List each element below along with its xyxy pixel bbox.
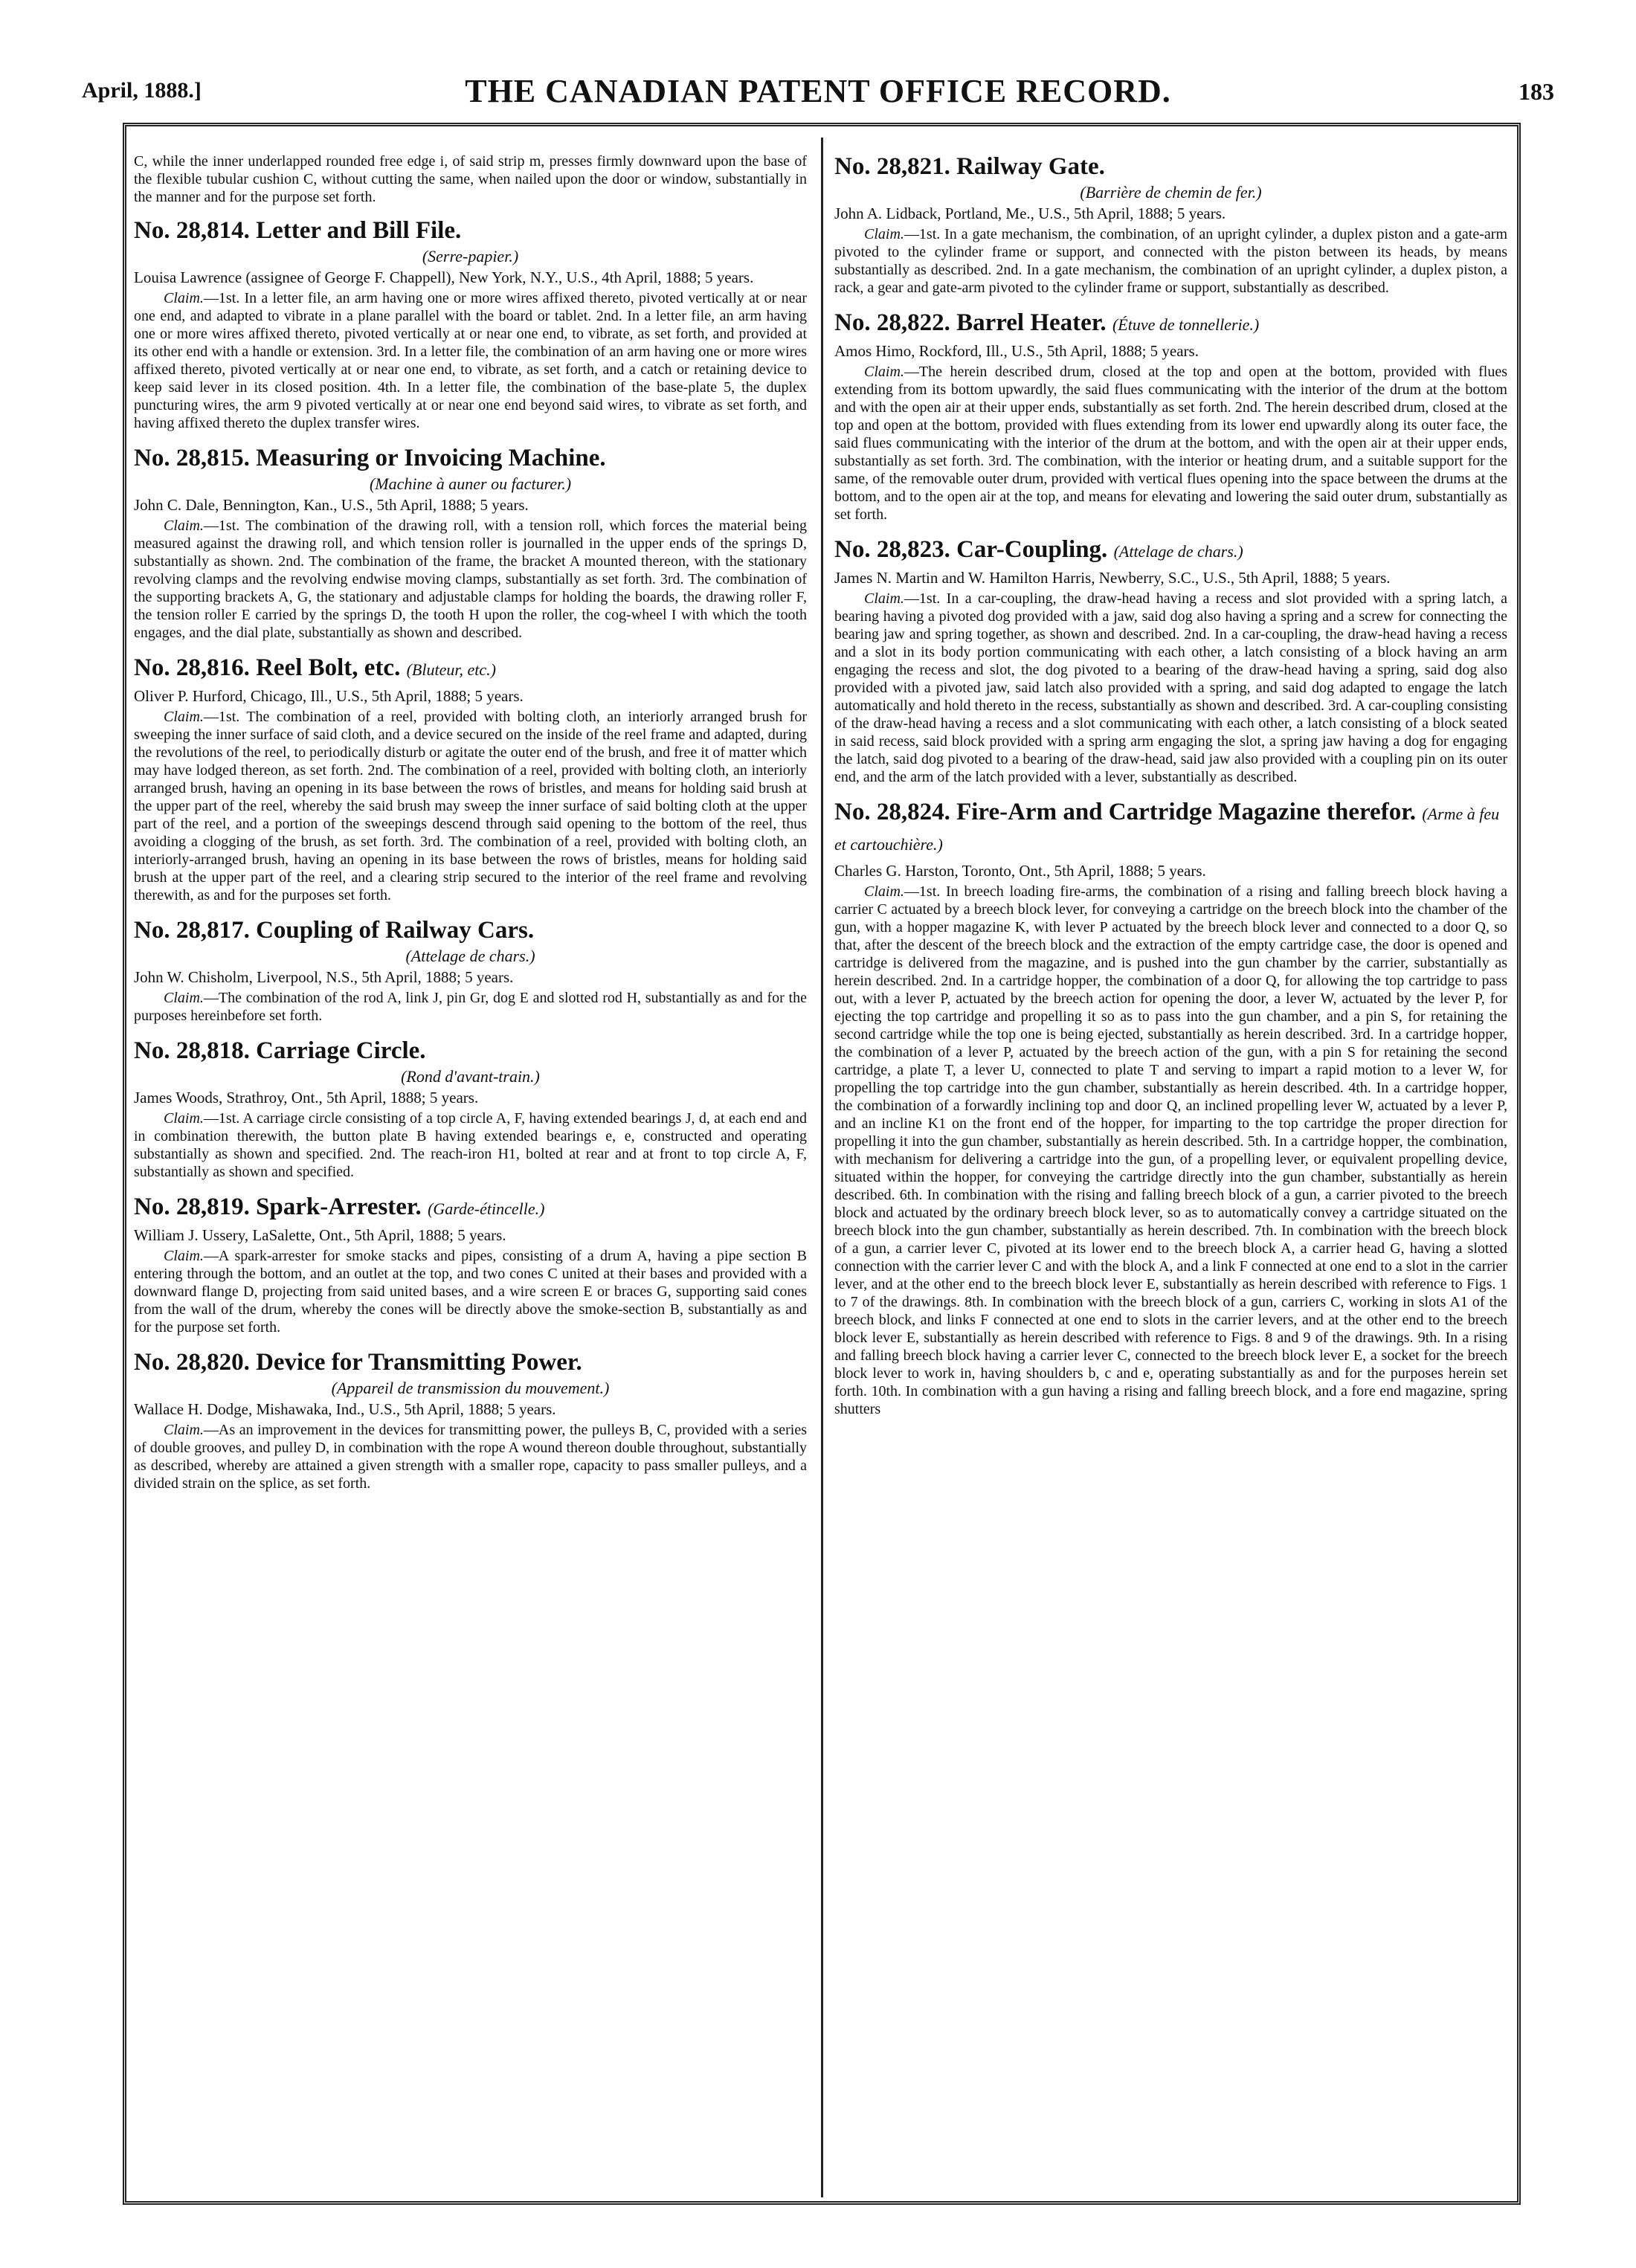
publication-title: THE CANADIAN PATENT OFFICE RECORD. — [465, 73, 1171, 109]
claim-body: —As an improvement in the devices for transmitting power, the pulleys B, C, provided with a series of double grooves, and pulley D, in combination with the rope A wound thereon double throughout, substantially as described, whereby are attained a given strength with a smaller rope, capacity to pass smaller pulleys, and a divided strain on the splice, as set forth. — [134, 1422, 807, 1492]
patent-title — [134, 654, 807, 684]
claim-text — [134, 1247, 807, 1336]
claim-body: —The combination of the rod A, link J, pin Gr, dog E and slotted rod H, substantially as and for the purposes hereinbefore set forth. — [134, 990, 807, 1024]
inventor-line: Louisa Lawrence (assignee of George F. Chappell), New York, N.Y., U.S., 4th April, 1888; 5 years. — [134, 268, 754, 286]
claim-label: Claim. — [164, 1248, 204, 1264]
inventor-line: John A. Lidback, Portland, Me., U.S., 5th April, 1888; 5 years. — [834, 204, 1226, 222]
inventor-line: James N. Martin and W. Hamilton Harris, Newberry, S.C., U.S., 5th April, 1888; 5 years. — [834, 569, 1391, 587]
patent-title: No. 28,817. Coupling of Railway Cars. — [134, 917, 535, 944]
french-title: (Arme à feu et cartouchière.) — [834, 805, 1500, 854]
page-number: 183 — [1519, 78, 1554, 105]
claim-label: Claim. — [164, 1110, 204, 1127]
claim-text — [834, 225, 1507, 297]
patent-entry-28822 — [834, 309, 1507, 523]
claim-label: Claim. — [164, 709, 204, 725]
patent-title-text: No. 28,819. Spark-Arrester. — [134, 1193, 422, 1220]
right-column — [834, 152, 1507, 2197]
claim-label: Claim. — [164, 518, 204, 534]
french-title: (Attelage de chars.) — [405, 947, 535, 965]
claim-label: Claim. — [164, 290, 204, 306]
running-head — [82, 71, 1554, 115]
inventor-line: James Woods, Strathroy, Ont., 5th April, 1888; 5 years. — [134, 1089, 479, 1106]
claim-text — [134, 1109, 807, 1181]
claim-body: —A spark-arrester for smoke stacks and pipes, consisting of a drum A, having a pipe section B entering through the bottom, and an outlet at the top, and two cones C united at their bases and provided with a downward flange D, projecting from said united bases, and a wire screen E or braces G, supporting said cones from the wall of the drum, whereby the cones will be directly above the smoke-section B, substantially as and for the purpose set forth. — [134, 1248, 807, 1336]
claim-body: —1st. A carriage circle consisting of a top circle A, F, having extended bearings J, d, at each end and in combination therewith, the button plate B having extended bearings e, e, constructed and operating substantially as shown and specified. 2nd. The reach-iron H1, bolted at rear and at front to top circle A, F, substantially as shown and specified. — [134, 1110, 807, 1180]
french-title: (Bluteur, etc.) — [406, 660, 496, 679]
claim-text — [834, 363, 1507, 523]
french-title: (Attelage de chars.) — [1113, 542, 1243, 561]
claim-body: —1st. In a letter file, an arm having one or more wires affixed thereto, pivoted vertically at or near one end, and adapted to vibrate in a plane parallel with the board or tablet. 2nd. In a letter file, an arm having one or more wires affixed thereto, pivoted vertically at or near one end, to vibrate, as set forth, and provided at its other end with a handle or extension. 3rd. In a letter file, the combination of an arm having one or more wires affixed thereto, pivoted vertically at or near one end, to vibrate, as set forth, and a catch or retaining device to keep said lever in its closed position. 4th. In a letter file, the combination of the base-plate 5, the duplex puncturing wires, the arm 9 pivoted vertically at or near one end beyond said wires, to vibrate as set forth, and having affixed thereto the duplex transfer wires. — [134, 290, 807, 431]
french-title: (Barrière de chemin de fer.) — [1080, 183, 1262, 202]
patent-title: No. 28,821. Railway Gate. — [834, 153, 1105, 180]
claim-body: —1st. In a car-coupling, the draw-head having a recess and slot provided with a spring latch, a bearing having a pivoted dog provided with a jaw, said dog also having a spring and a screw for connecting the bearing jaw and spring together, as shown and described. 2nd. In a car-coupling, the draw-head having a recess and a slot in its body portion communicating with each other, a latch consisting of a block having an arm engaging the recess and slot, the dog pivoted to a bearing of the draw-head having a spring, said dog also provided with a pivoted jaw, said latch also provided with a spring, and said dog adapted to engage the latch automatically and hold thereto in the recess, substantially as shown and described. 3rd. A car-coupling consisting of the draw-head having a recess and a slot communicating with each other, a latch consisting of a block seated in said recess, said block provided with a spring arm engaging the slot, a spring jaw having a dog for engaging the latch, said dog pivoted to a bearing of the draw-head, said jaw also provided with a coupling pin on its outer end, and the arm of the latch provided with a lever, substantially as described. — [834, 590, 1507, 785]
inventor-line: Charles G. Harston, Toronto, Ont., 5th April, 1888; 5 years. — [834, 862, 1206, 880]
patent-entry-28818 — [134, 1037, 807, 1181]
claim-body: —The herein described drum, closed at the top and open at the bottom, provided with flues extending from its bottom upwardly, the said flues communicating with the interior of the drum at the bottom and with the open air at their upper ends, substantially as set forth. 2nd. The herein described drum, closed at the top and open at the bottom, provided with flues extending from its lower end upwardly along its outer face, the said flues communicating with the interior of the drum at the bottom, and with the open air at their upper ends, substantially as set forth. 3rd. The combination, with the interior or heating drum, and a suitable support for the same, of the removable outer drum, provided with vertical flues opening into the space between the drums at the bottom, and to the open air at the top, and means for elevating and lowering the said outer drum, substantially as set forth. — [834, 364, 1507, 523]
patent-title — [134, 1193, 807, 1223]
claim-label: Claim. — [864, 364, 904, 380]
patent-entry-28823 — [834, 535, 1507, 786]
patent-entry-28817 — [134, 916, 807, 1025]
patent-title-text: No. 28,822. Barrel Heater. — [834, 309, 1107, 336]
claim-label: Claim. — [864, 226, 904, 242]
left-column — [134, 152, 807, 2197]
claim-text — [834, 590, 1507, 786]
patent-entry-28824 — [834, 798, 1507, 1418]
inventor-line: William J. Ussery, LaSalette, Ont., 5th April, 1888; 5 years. — [134, 1226, 506, 1244]
inventor-line: Oliver P. Hurford, Chicago, Ill., U.S., 5th April, 1888; 5 years. — [134, 687, 524, 705]
inventor-line: John W. Chisholm, Liverpool, N.S., 5th April, 1888; 5 years. — [134, 968, 514, 986]
patent-entry-28819 — [134, 1193, 807, 1336]
french-title: (Machine à auner ou facturer.) — [369, 474, 572, 493]
inventor-line: Wallace H. Dodge, Mishawaka, Ind., U.S., 5th April, 1888; 5 years. — [134, 1400, 556, 1418]
claim-text — [134, 989, 807, 1025]
patent-title-text: No. 28,824. Fire-Arm and Cartridge Magazine therefor. — [834, 799, 1417, 825]
claim-text — [134, 708, 807, 904]
patent-title — [834, 798, 1507, 859]
patent-entry-28815 — [134, 444, 807, 642]
claim-label: Claim. — [864, 590, 904, 607]
claim-text — [834, 883, 1507, 1418]
patent-title: No. 28,814. Letter and Bill File. — [134, 217, 462, 244]
patent-title-text: No. 28,816. Reel Bolt, etc. — [134, 654, 401, 681]
patent-title: No. 28,815. Measuring or Invoicing Machine. — [134, 445, 606, 471]
claim-body: —1st. In breech loading fire-arms, the combination of a rising and falling breech block having a carrier C actuated by a breech block lever, for conveying a cartridge on the breech block into the chamber of the gun, with a hopper magazine K, with lever P actuated by the breech block lever and connected to a door Q, so that, after the descent of the breech block and the extraction of the empty cartridge case, the door is opened and cartridge is delivered from the magazine, and is pushed into the gun chamber by the carrier, substantially as herein described. 2nd. In a cartridge hopper, the combination of a door Q, for allowing the top cartridge to pass out, with a lever P, actuated by the breech action for opening the door, a lever W, actuated by the lever P, for ejecting the top cartridge and propelling it so as to pass into the gun chamber, and a pin S, for retaining the second cartridge while the top one is being ejected, substantially as herein described. 3rd. In a cartridge hopper, the combination of a lever P, actuated by the breech action of the gun, with a pin S for retaining the second cartridge, a plate T, a lever U, connected to plate T and serving to impart a rapid motion to a lever W, for propelling the top cartridge into the gun chamber, substantially as herein described. 4th. In a cartridge hopper, the combination of a forwardly inclining top and door Q, an inclined propelling lever W, actuated by a lever P, and an incline K1 on the front end of the hopper, for imparting to the top cartridge the proper direction for propelling it into the gun chamber, substantially as herein described. 5th. In a cartridge hopper, the combination, with mechanism for delivering a cartridge into the gun, of a propelling lever, or equivalent propelling device, situated within the hopper, for conveying the cartridge directly into the gun chamber, substantially as herein described. 6th. In combination with the rising and falling breech block of a gun, a carrier pivoted to the breech block and actuated by the ordinary breech block lever, so as to automatically convey a cartridge situated on the breech block into the gun chamber, substantially as herein described. 7th. In combination with the breech block of a gun, a carrier lever C, pivoted at its lower end to the breech block A, a carrier head G, having a slotted connection with the carrier lever C and with the block A, and a link F connected at one end to a slot in the carrier lever, and at the other end to the breech block lever E, substantially as herein described with reference to Figs. 1 to 7 of the drawings. 8th. In combination with the breech block of a gun, carriers C, working in slots A1 of the breech block, and links F connected at one end to slots in the carrier levers, and at the other end to the breech block lever E, substantially as herein described with reference to Figs. 8 and 9 of the drawings. 9th. In a rising and falling breech block having a carrier lever C, connected to the breech block lever E, a socket for the breech block lever to work in, having shoulders b, c and e, operating substantially as and for the purposes herein set forth. 10th. In combination with a gun having a rising and falling breech block, and a fore end magazine, spring shutters — [834, 883, 1507, 1417]
claim-label: Claim. — [164, 1422, 204, 1438]
patent-entry-28821 — [834, 152, 1507, 297]
patent-title — [834, 535, 1507, 566]
issue-date: April, 1888.] — [82, 78, 202, 103]
claim-body: —1st. The combination of the drawing roll, with a tension roll, which forces the material being measured against the drawing roll, and which tension roller is journalled in the upper ends of the springs D, substantially as shown. 2nd. The combination of the frame, the bracket A mounted thereon, with the stationary revolving clamps and the revolving endwise moving clamps, substantially as set forth. 3rd. The combination of the supporting brackets A, G, the stationary and adjustable clamps for holding the boards, the drawing roller F, the tension roller E carried by the springs D, the tooth H upon the roller, the cog-wheel I with which the tooth engages, and the dial plate, substantially as shown and described. — [134, 518, 807, 641]
patent-title-text: No. 28,823. Car-Coupling. — [834, 536, 1108, 563]
continued-claim-text: C, while the inner underlapped rounded free edge i, of said strip m, presses firmly downward upon the base of the flexible tubular cushion C, without cutting the same, when nailed upon the door or window, substantially in the manner and for the purpose set forth. — [134, 153, 807, 205]
claim-body: —1st. In a gate mechanism, the combination, of an upright cylinder, a duplex piston and a gate-arm pivoted to the cylinder frame or support, and connected with the piston between its heads, by means substantially as described. 2nd. In a gate mechanism, the combination of an upright cylinder, a duplex piston, a rack, a gear and gate-arm pivoted to the cylinder frame or support, substantially as described. — [834, 226, 1507, 296]
french-title: (Appareil de transmission du mouvement.) — [331, 1379, 610, 1397]
patent-entry-28816 — [134, 654, 807, 904]
claim-body: —1st. The combination of a reel, provided with bolting cloth, an interiorly arranged brush for sweeping the inner surface of said cloth, and a device secured on the inside of the reel frame and adapted, during the revolutions of the reel, to periodically disturb or agitate the outer end of the brush, and free it of matter which may have lodged thereon, as set forth. 2nd. The combination of a reel, provided with bolting cloth, an interiorly arranged brush, having an opening in its base between the rows of bristles, and means for holding said brush at the upper part of the reel, whereby the said brush may sweep the inner surface of said bolting cloth at the upper part of the reel, and a portion of the sweepings descend through said opening to the bottom of the reel, thus avoiding a clogging of the brush, as set forth. 3rd. The combination of a reel, provided with bolting cloth, an interiorly-arranged brush, having an opening in its base between the rows of bristles, means for holding said brush at the upper part of the reel, and a clearing strip secured to the interior of the reel frame and revolving therewith, as and for the purposes set forth. — [134, 709, 807, 903]
inventor-line: John C. Dale, Bennington, Kan., U.S., 5th April, 1888; 5 years. — [134, 496, 529, 514]
patent-title: No. 28,820. Device for Transmitting Power. — [134, 1349, 582, 1376]
claim-text — [134, 517, 807, 642]
patent-entry-28820 — [134, 1348, 807, 1492]
french-title: (Garde-étincelle.) — [428, 1199, 545, 1218]
claim-label: Claim. — [164, 990, 204, 1006]
french-title: (Étuve de tonnellerie.) — [1112, 315, 1260, 334]
patent-entry-28814 — [134, 216, 807, 432]
column-divider — [821, 138, 823, 2197]
french-title: (Rond d'avant-train.) — [401, 1067, 540, 1086]
patent-title: No. 28,818. Carriage Circle. — [134, 1037, 426, 1064]
claim-label: Claim. — [864, 883, 904, 900]
patent-title — [834, 309, 1507, 339]
french-title: (Serre-papier.) — [422, 247, 519, 265]
claim-text — [134, 289, 807, 432]
claim-text — [134, 1421, 807, 1492]
inventor-line: Amos Himo, Rockford, Ill., U.S., 5th April, 1888; 5 years. — [834, 342, 1199, 360]
